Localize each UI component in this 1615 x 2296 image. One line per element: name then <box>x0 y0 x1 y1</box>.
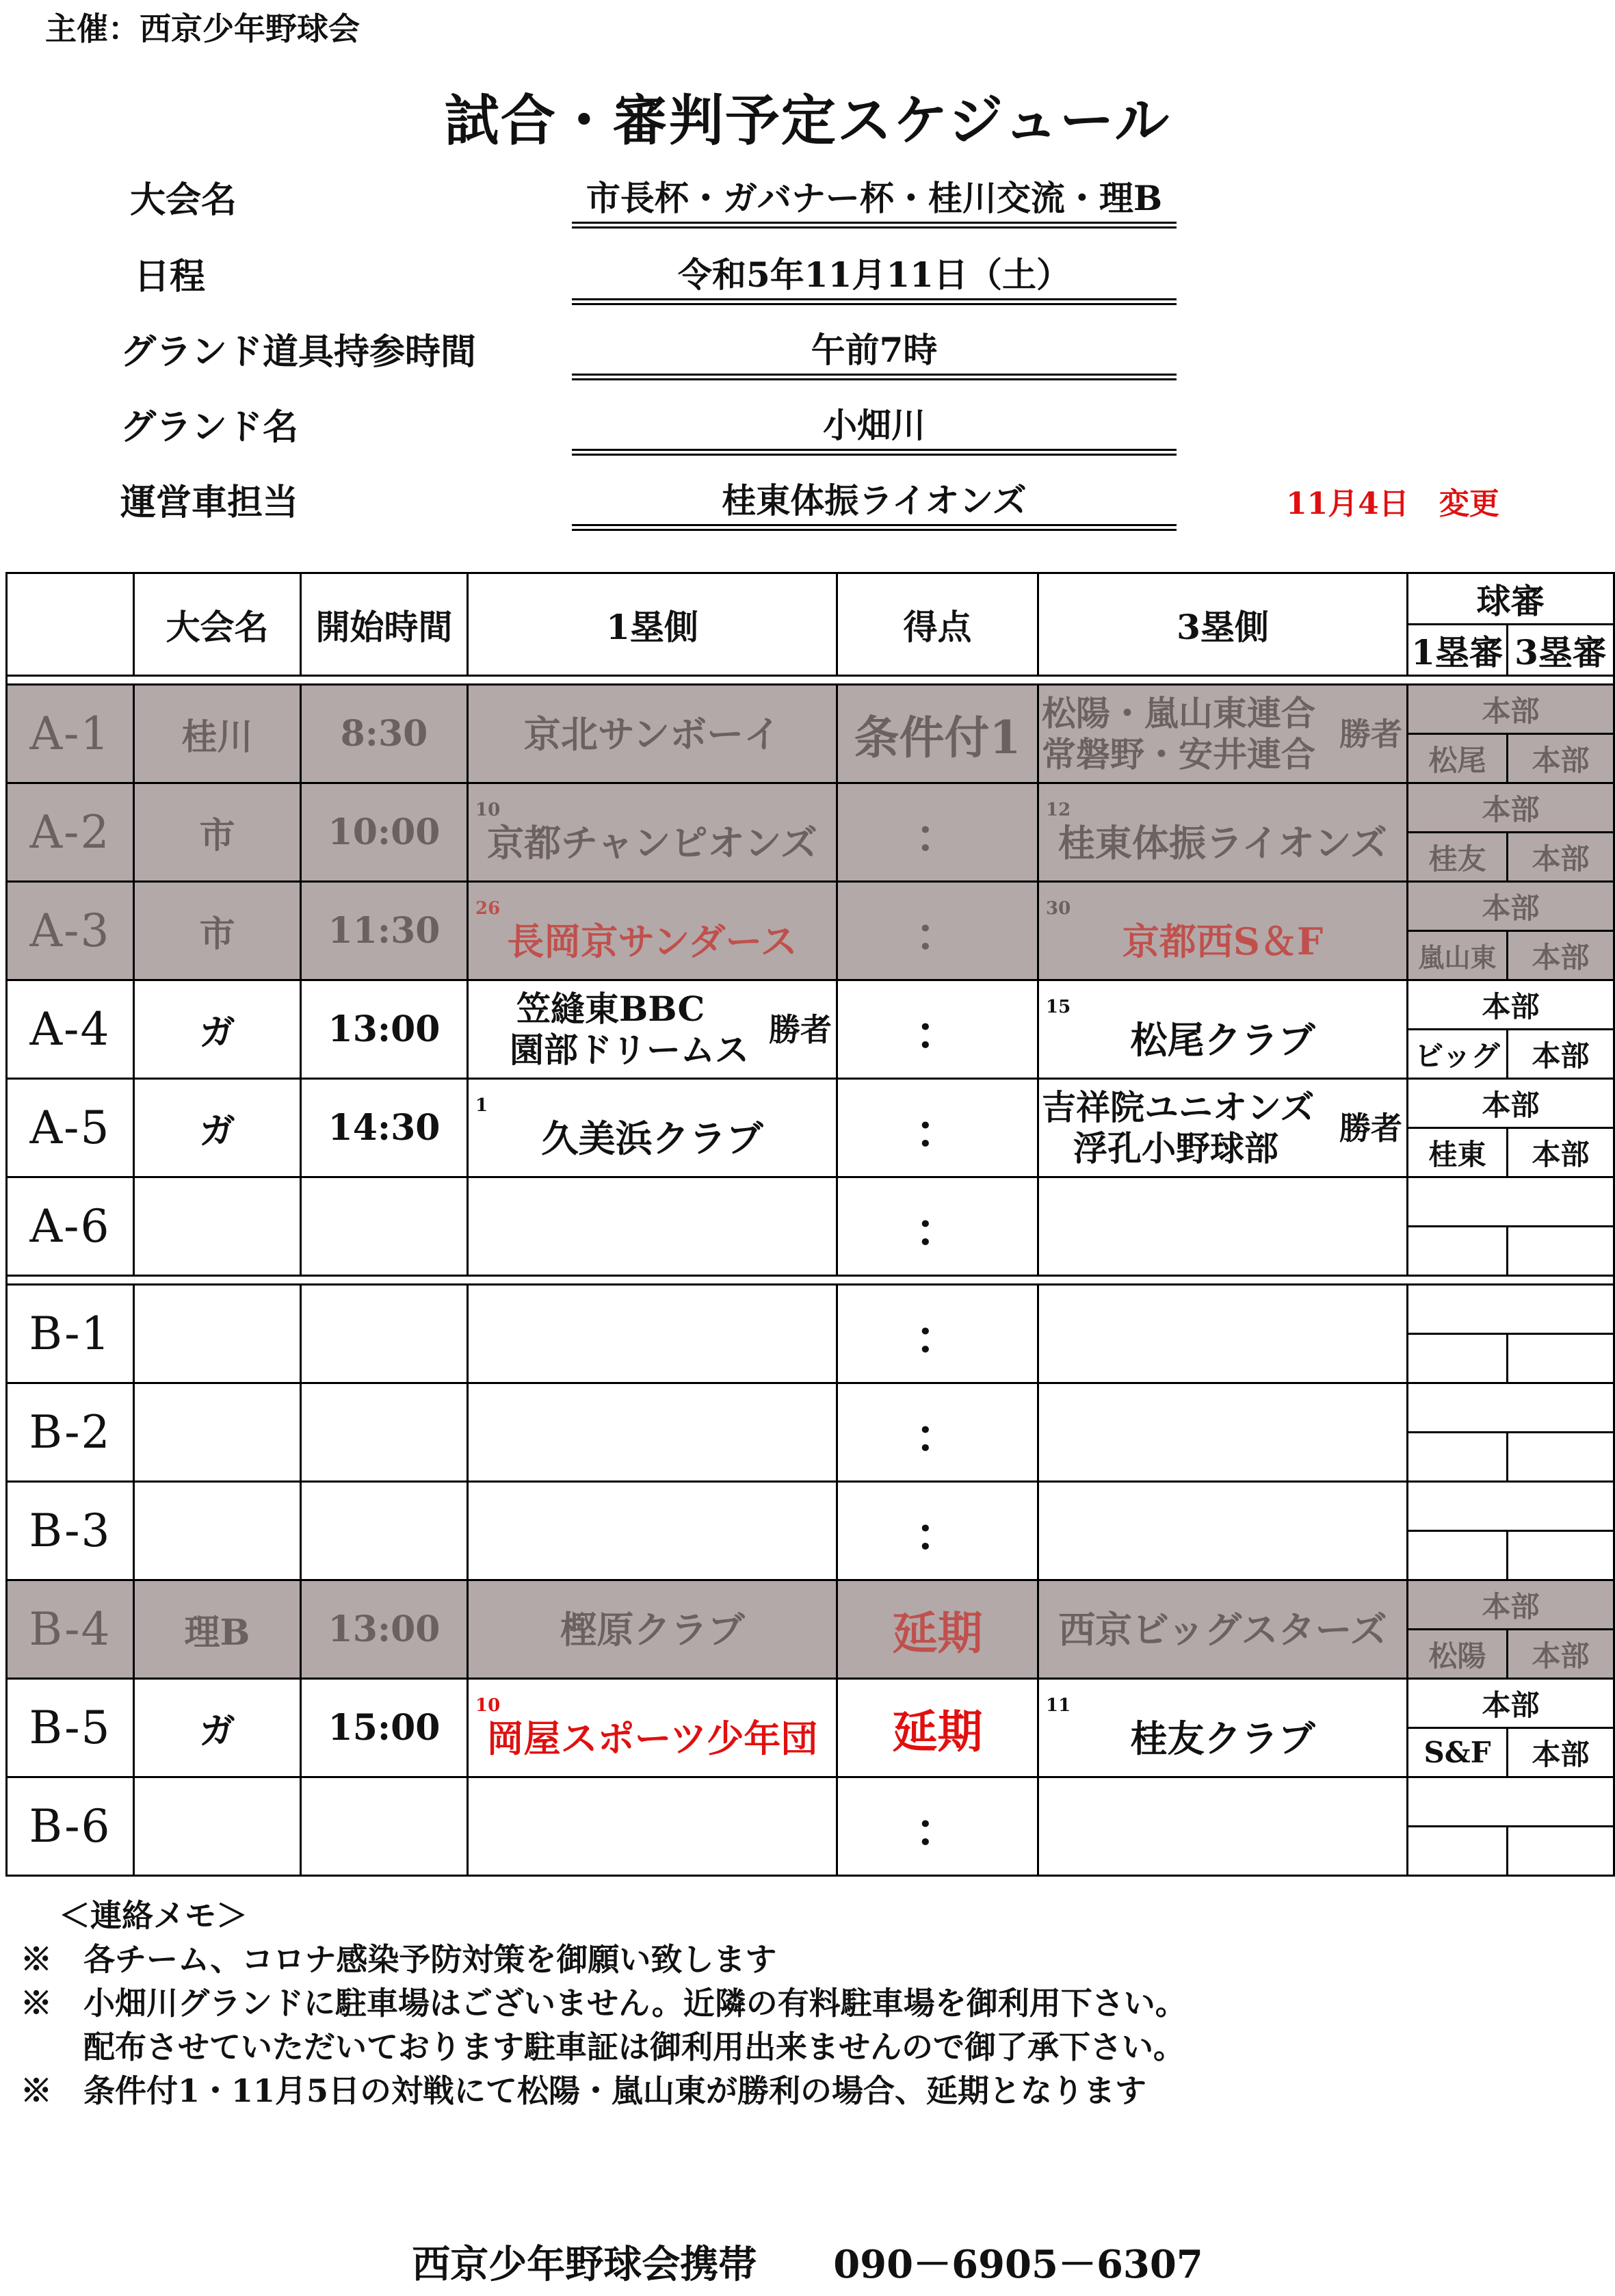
seed-number: 10 <box>475 800 501 820</box>
game-time: 8:30 <box>301 685 468 783</box>
seed-number: 1 <box>475 1095 488 1116</box>
plate-umpire: 本部 <box>1408 882 1614 931</box>
header-first-base-umpire: 1塁審 <box>1408 625 1508 676</box>
game-tournament <box>134 1177 301 1276</box>
team-third-base <box>1038 685 1408 783</box>
memo-line: 配布させていただいております駐車証は御利用出来ませんので御了承下さい。 <box>21 2028 1185 2065</box>
third-base-umpire: 本部 <box>1508 931 1614 980</box>
team-first-base <box>468 1777 837 1876</box>
game-time: 14:30 <box>301 1079 468 1177</box>
team-first-base: 京北サンボーイ <box>468 685 837 783</box>
table-row <box>7 1482 1614 1531</box>
game-id: B-5 <box>7 1679 134 1777</box>
winner-label: 勝者 <box>1339 715 1402 753</box>
table-row <box>7 1580 1614 1630</box>
game-tournament: ガ <box>134 1679 301 1777</box>
memo-line: ※ 各チーム、コロナ感染予防対策を御願い致します <box>21 1941 777 1978</box>
game-score: ： <box>837 783 1038 882</box>
table-row <box>7 1177 1614 1227</box>
team-name: 園部ドリームス <box>510 1029 749 1070</box>
first-base-umpire: 松陽 <box>1408 1630 1508 1679</box>
game-id: A-2 <box>7 783 134 882</box>
game-score: ： <box>837 1079 1038 1177</box>
game-id: B-1 <box>7 1285 134 1383</box>
schedule-table <box>5 572 1615 1877</box>
game-id: A-6 <box>7 1177 134 1276</box>
team-name: 桂東体振ライオンズ <box>1058 820 1388 865</box>
game-id: A-4 <box>7 980 134 1079</box>
table-row <box>7 1679 1614 1728</box>
underline <box>572 222 1177 229</box>
third-base-umpire <box>1508 1227 1614 1276</box>
game-tournament: ガ <box>134 1079 301 1177</box>
game-time: 10:00 <box>301 783 468 882</box>
first-base-umpire: 松尾 <box>1408 734 1508 783</box>
third-base-umpire: 本部 <box>1508 1728 1614 1777</box>
team-name: 松尾クラブ <box>1130 1017 1315 1062</box>
team-name: 長岡京サンダース <box>507 919 798 963</box>
third-base-umpire: 本部 <box>1508 833 1614 882</box>
third-base-umpire: 本部 <box>1508 734 1614 783</box>
game-score: ： <box>837 1482 1038 1580</box>
underline <box>572 374 1177 380</box>
team-name: 岡屋スポーツ少年団 <box>486 1716 818 1760</box>
team-name: 桂友クラブ <box>1130 1716 1315 1760</box>
header-start-time: 開始時間 <box>301 573 468 676</box>
info-label-date: 日程 <box>134 256 206 298</box>
plate-umpire: 本部 <box>1408 1079 1614 1128</box>
info-value-ground: 小畑川 <box>823 405 925 445</box>
contact-phone: 西京少年野球会携帯 090－6905－6307 <box>412 2242 1203 2287</box>
team-first-base <box>468 1679 837 1777</box>
team-third-base <box>1038 1482 1408 1580</box>
first-base-umpire: 桂友 <box>1408 833 1508 882</box>
table-row <box>7 685 1614 734</box>
seed-number: 30 <box>1046 898 1071 919</box>
page-title: 試合・審判予定スケジュール <box>444 88 1171 153</box>
team-third-base <box>1038 783 1408 882</box>
header-score: 得点 <box>837 573 1038 676</box>
first-base-umpire: 桂東 <box>1408 1128 1508 1177</box>
table-spacer <box>7 1276 1614 1285</box>
first-base-umpire <box>1408 1531 1508 1580</box>
team-first-base <box>468 783 837 882</box>
game-time: 13:00 <box>301 1580 468 1679</box>
game-id: B-2 <box>7 1383 134 1482</box>
seed-number: 15 <box>1046 997 1071 1017</box>
change-note: 11月4日 変更 <box>1286 486 1499 521</box>
game-time <box>301 1383 468 1482</box>
team-name: 久美浜クラブ <box>541 1116 763 1160</box>
game-tournament: 市 <box>134 882 301 980</box>
team-third-base <box>1038 1777 1408 1876</box>
winner-label: 勝者 <box>1339 1109 1402 1147</box>
team-first-base: 樫原クラブ <box>468 1580 837 1679</box>
game-id: B-4 <box>7 1580 134 1679</box>
third-base-umpire <box>1508 1334 1614 1383</box>
team-third-base <box>1038 980 1408 1079</box>
winner-label: 勝者 <box>769 1010 832 1048</box>
game-id: B-6 <box>7 1777 134 1876</box>
table-row <box>7 1383 1614 1433</box>
team-third-base <box>1038 1679 1408 1777</box>
game-time <box>301 1177 468 1276</box>
third-base-umpire <box>1508 1531 1614 1580</box>
table-row <box>7 882 1614 931</box>
first-base-umpire: ビッグ <box>1408 1030 1508 1079</box>
team-first-base <box>468 1079 837 1177</box>
organizer: 主催：西京少年野球会 <box>45 10 360 47</box>
seed-number: 12 <box>1046 800 1071 820</box>
seed-number: 26 <box>475 898 501 919</box>
info-label-tournament: 大会名 <box>130 179 237 221</box>
game-tournament: 桂川 <box>134 685 301 783</box>
game-tournament <box>134 1383 301 1482</box>
table-row <box>7 980 1614 1030</box>
third-base-umpire: 本部 <box>1508 1630 1614 1679</box>
table-spacer <box>7 676 1614 685</box>
game-tournament: 市 <box>134 783 301 882</box>
third-base-umpire <box>1508 1827 1614 1876</box>
game-id: A-3 <box>7 882 134 980</box>
team-name: 京都西S＆F <box>1122 919 1324 963</box>
info-value-vehicle: 桂東体振ライオンズ <box>722 480 1027 521</box>
first-base-umpire <box>1408 1227 1508 1276</box>
plate-umpire <box>1408 1482 1614 1531</box>
first-base-umpire <box>1408 1433 1508 1482</box>
header-tournament: 大会名 <box>134 573 301 676</box>
game-score: ： <box>837 1383 1038 1482</box>
plate-umpire: 本部 <box>1408 1679 1614 1728</box>
game-score: ： <box>837 1285 1038 1383</box>
game-time: 15:00 <box>301 1679 468 1777</box>
game-id: A-1 <box>7 685 134 783</box>
game-id: B-3 <box>7 1482 134 1580</box>
game-time: 11:30 <box>301 882 468 980</box>
game-id: A-5 <box>7 1079 134 1177</box>
team-name: 吉祥院ユニオンズ <box>1042 1086 1315 1127</box>
game-score: ： <box>837 980 1038 1079</box>
plate-umpire <box>1408 1285 1614 1334</box>
table-row <box>7 1079 1614 1128</box>
game-tournament: 理B <box>134 1580 301 1679</box>
game-score: 延期 <box>837 1679 1038 1777</box>
info-value-tournament: 市長杯・ガバナー杯・桂川交流・理B <box>586 178 1163 218</box>
header-third-base-umpire: 3塁審 <box>1508 625 1614 676</box>
team-name: 京都チャンピオンズ <box>487 820 817 865</box>
header-cell-id <box>7 573 134 676</box>
team-first-base <box>468 1285 837 1383</box>
first-base-umpire: S&F <box>1408 1728 1508 1777</box>
third-base-umpire: 本部 <box>1508 1030 1614 1079</box>
plate-umpire <box>1408 1383 1614 1433</box>
info-label-ground: グランド名 <box>120 406 299 448</box>
underline <box>572 298 1177 305</box>
seed-number: 10 <box>475 1695 501 1716</box>
underline <box>572 524 1177 531</box>
team-name: 松陽・嵐山東連合 <box>1042 692 1315 733</box>
game-score: 延期 <box>837 1580 1038 1679</box>
game-tournament <box>134 1777 301 1876</box>
memo-heading: ＜連絡メモ＞ <box>59 1897 248 1934</box>
team-first-base <box>468 1482 837 1580</box>
team-first-base <box>468 980 837 1079</box>
plate-umpire: 本部 <box>1408 685 1614 734</box>
game-tournament: ガ <box>134 980 301 1079</box>
team-third-base <box>1038 1079 1408 1177</box>
team-name: 浮孔小野球部 <box>1073 1127 1278 1169</box>
memo-line: ※ 条件付1・11月5日の対戦にて松陽・嵐山東が勝利の場合、延期となります <box>21 2072 1147 2109</box>
seed-number: 11 <box>1046 1695 1071 1716</box>
game-score: ： <box>837 882 1038 980</box>
first-base-umpire <box>1408 1827 1508 1876</box>
plate-umpire: 本部 <box>1408 783 1614 833</box>
game-score: ： <box>837 1777 1038 1876</box>
table-row <box>7 783 1614 833</box>
game-time <box>301 1777 468 1876</box>
header-third-base-side: 3塁側 <box>1038 573 1408 676</box>
table-header-row <box>7 573 1614 625</box>
team-third-base <box>1038 1383 1408 1482</box>
info-label-equipment-time: グランド道具持参時間 <box>120 331 477 373</box>
plate-umpire <box>1408 1177 1614 1227</box>
underline <box>572 449 1177 456</box>
team-third-base <box>1038 1177 1408 1276</box>
team-third-base: 西京ビッグスターズ <box>1038 1580 1408 1679</box>
info-value-date: 令和5年11月11日（土） <box>678 255 1071 295</box>
team-third-base <box>1038 1285 1408 1383</box>
third-base-umpire <box>1508 1433 1614 1482</box>
game-time: 13:00 <box>301 980 468 1079</box>
header-plate-umpire: 球審 <box>1408 573 1614 625</box>
info-label-vehicle: 運営車担当 <box>120 482 299 523</box>
contact-memo <box>21 1894 1187 2113</box>
third-base-umpire: 本部 <box>1508 1128 1614 1177</box>
table-row <box>7 1285 1614 1334</box>
team-name: 笠縫東BBC <box>516 988 705 1029</box>
game-time <box>301 1482 468 1580</box>
plate-umpire: 本部 <box>1408 980 1614 1030</box>
game-score: 条件付1 <box>837 685 1038 783</box>
memo-line: ※ 小畑川グランドに駐車場はございません。近隣の有料駐車場を御利用下さい。 <box>21 1985 1187 2022</box>
game-score: ： <box>837 1177 1038 1276</box>
team-first-base <box>468 1383 837 1482</box>
plate-umpire: 本部 <box>1408 1580 1614 1630</box>
header-first-base-side: 1塁側 <box>468 573 837 676</box>
team-name: 常磐野・安井連合 <box>1042 733 1315 774</box>
plate-umpire <box>1408 1777 1614 1827</box>
game-time <box>301 1285 468 1383</box>
team-third-base <box>1038 882 1408 980</box>
first-base-umpire: 嵐山東 <box>1408 931 1508 980</box>
first-base-umpire <box>1408 1334 1508 1383</box>
table-row <box>7 1777 1614 1827</box>
team-first-base <box>468 1177 837 1276</box>
info-value-equipment-time: 午前7時 <box>811 330 938 370</box>
team-first-base <box>468 882 837 980</box>
game-tournament <box>134 1482 301 1580</box>
game-tournament <box>134 1285 301 1383</box>
